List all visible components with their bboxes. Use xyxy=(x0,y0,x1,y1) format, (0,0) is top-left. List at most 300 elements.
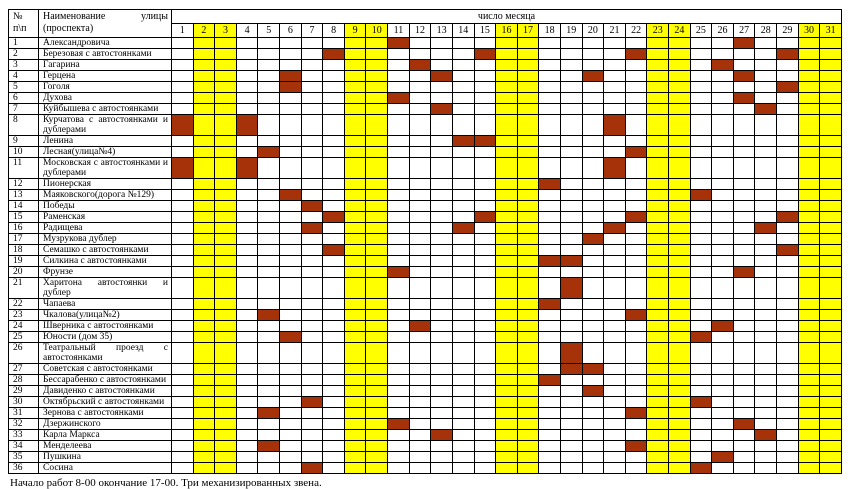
day-cell-r34-d16 xyxy=(496,441,518,452)
day-cell-r28-d12 xyxy=(409,375,431,386)
day-cell-r21-d12 xyxy=(409,278,431,299)
day-cell-r19-d12 xyxy=(409,256,431,267)
day-cell-r35-d5 xyxy=(258,452,280,463)
day-cell-r18-d27 xyxy=(733,245,755,256)
day-cell-r1-d13 xyxy=(431,38,453,49)
street-name-cell: Давиденко с автостоянками xyxy=(39,386,172,397)
day-cell-r25-d11 xyxy=(388,332,410,343)
day-cell-r32-d22 xyxy=(625,419,647,430)
day-cell-r13-d14 xyxy=(452,190,474,201)
day-cell-r5-d24 xyxy=(669,82,691,93)
day-cell-r2-d16 xyxy=(496,49,518,60)
day-cell-r7-d5 xyxy=(258,104,280,115)
day-cell-r21-d10 xyxy=(366,278,388,299)
day-cell-r24-d13 xyxy=(431,321,453,332)
day-cell-r12-d31 xyxy=(820,179,842,190)
day-cell-r26-d15 xyxy=(474,343,496,364)
day-cell-r33-d4 xyxy=(236,430,258,441)
day-cell-r6-d24 xyxy=(669,93,691,104)
day-cell-r1-d4 xyxy=(236,38,258,49)
cleaning-day-cell-r26-d19 xyxy=(560,343,582,364)
day-cell-r7-d20 xyxy=(582,104,604,115)
day-cell-r14-d3 xyxy=(215,201,237,212)
day-cell-r28-d15 xyxy=(474,375,496,386)
day-cell-r22-d8 xyxy=(323,299,345,310)
day-cell-r5-d14 xyxy=(452,82,474,93)
day-cell-r32-d3 xyxy=(215,419,237,430)
row-number-cell: 31 xyxy=(9,408,39,419)
day-cell-r7-d17 xyxy=(517,104,539,115)
day-cell-r14-d30 xyxy=(798,201,820,212)
day-cell-r27-d31 xyxy=(820,364,842,375)
day-header-29: 29 xyxy=(777,24,799,38)
day-cell-r23-d17 xyxy=(517,310,539,321)
row-number-cell: 22 xyxy=(9,299,39,310)
day-cell-r22-d22 xyxy=(625,299,647,310)
day-cell-r23-d28 xyxy=(755,310,777,321)
street-name-cell: Ленина xyxy=(39,136,172,147)
day-cell-r13-d18 xyxy=(539,190,561,201)
day-cell-r5-d25 xyxy=(690,82,712,93)
day-cell-r25-d27 xyxy=(733,332,755,343)
cleaning-day-cell-r15-d15 xyxy=(474,212,496,223)
day-cell-r10-d10 xyxy=(366,147,388,158)
day-cell-r34-d15 xyxy=(474,441,496,452)
day-cell-r28-d23 xyxy=(647,375,669,386)
day-cell-r4-d3 xyxy=(215,71,237,82)
day-cell-r26-d20 xyxy=(582,343,604,364)
day-cell-r10-d11 xyxy=(388,147,410,158)
day-cell-r21-d27 xyxy=(733,278,755,299)
day-cell-r17-d31 xyxy=(820,234,842,245)
day-cell-r4-d9 xyxy=(344,71,366,82)
day-cell-r24-d20 xyxy=(582,321,604,332)
day-cell-r25-d5 xyxy=(258,332,280,343)
day-cell-r12-d20 xyxy=(582,179,604,190)
day-cell-r33-d18 xyxy=(539,430,561,441)
day-cell-r36-d6 xyxy=(280,463,302,474)
day-cell-r17-d16 xyxy=(496,234,518,245)
day-cell-r9-d22 xyxy=(625,136,647,147)
day-cell-r23-d24 xyxy=(669,310,691,321)
day-cell-r15-d14 xyxy=(452,212,474,223)
day-cell-r35-d27 xyxy=(733,452,755,463)
day-cell-r10-d4 xyxy=(236,147,258,158)
day-cell-r21-d3 xyxy=(215,278,237,299)
day-cell-r17-d27 xyxy=(733,234,755,245)
day-cell-r11-d3 xyxy=(215,158,237,179)
schedule-document xyxy=(8,9,842,474)
day-cell-r6-d13 xyxy=(431,93,453,104)
day-cell-r23-d30 xyxy=(798,310,820,321)
day-cell-r34-d18 xyxy=(539,441,561,452)
day-cell-r22-d9 xyxy=(344,299,366,310)
day-cell-r19-d3 xyxy=(215,256,237,267)
day-cell-r15-d18 xyxy=(539,212,561,223)
day-cell-r32-d13 xyxy=(431,419,453,430)
day-cell-r8-d8 xyxy=(323,115,345,136)
cleaning-day-cell-r24-d26 xyxy=(712,321,734,332)
day-cell-r23-d12 xyxy=(409,310,431,321)
day-cell-r30-d8 xyxy=(323,397,345,408)
day-cell-r7-d15 xyxy=(474,104,496,115)
day-cell-r36-d11 xyxy=(388,463,410,474)
day-cell-r9-d21 xyxy=(604,136,626,147)
day-cell-r13-d8 xyxy=(323,190,345,201)
day-cell-r8-d26 xyxy=(712,115,734,136)
day-cell-r9-d26 xyxy=(712,136,734,147)
day-cell-r31-d15 xyxy=(474,408,496,419)
day-cell-r15-d25 xyxy=(690,212,712,223)
day-cell-r31-d24 xyxy=(669,408,691,419)
day-cell-r13-d1 xyxy=(172,190,194,201)
day-cell-r29-d25 xyxy=(690,386,712,397)
day-cell-r11-d6 xyxy=(280,158,302,179)
day-cell-r23-d29 xyxy=(777,310,799,321)
day-cell-r34-d26 xyxy=(712,441,734,452)
cleaning-day-cell-r34-d5 xyxy=(258,441,280,452)
cleaning-day-cell-r13-d25 xyxy=(690,190,712,201)
day-cell-r2-d31 xyxy=(820,49,842,60)
day-cell-r32-d18 xyxy=(539,419,561,430)
day-cell-r24-d3 xyxy=(215,321,237,332)
day-cell-r16-d12 xyxy=(409,223,431,234)
day-cell-r34-d19 xyxy=(560,441,582,452)
day-cell-r11-d24 xyxy=(669,158,691,179)
day-cell-r5-d19 xyxy=(560,82,582,93)
day-cell-r3-d25 xyxy=(690,60,712,71)
day-cell-r6-d30 xyxy=(798,93,820,104)
day-cell-r27-d15 xyxy=(474,364,496,375)
day-cell-r23-d20 xyxy=(582,310,604,321)
day-cell-r27-d24 xyxy=(669,364,691,375)
day-cell-r3-d23 xyxy=(647,60,669,71)
day-cell-r20-d6 xyxy=(280,267,302,278)
day-cell-r15-d7 xyxy=(301,212,323,223)
day-cell-r20-d31 xyxy=(820,267,842,278)
day-cell-r16-d23 xyxy=(647,223,669,234)
day-cell-r14-d8 xyxy=(323,201,345,212)
day-cell-r14-d26 xyxy=(712,201,734,212)
day-cell-r23-d15 xyxy=(474,310,496,321)
day-cell-r7-d8 xyxy=(323,104,345,115)
day-cell-r6-d6 xyxy=(280,93,302,104)
day-cell-r18-d23 xyxy=(647,245,669,256)
day-cell-r31-d27 xyxy=(733,408,755,419)
day-cell-r2-d12 xyxy=(409,49,431,60)
day-cell-r18-d20 xyxy=(582,245,604,256)
day-cell-r9-d9 xyxy=(344,136,366,147)
day-cell-r35-d21 xyxy=(604,452,626,463)
day-cell-r20-d24 xyxy=(669,267,691,278)
day-cell-r33-d15 xyxy=(474,430,496,441)
day-cell-r8-d30 xyxy=(798,115,820,136)
day-cell-r31-d10 xyxy=(366,408,388,419)
day-cell-r12-d5 xyxy=(258,179,280,190)
day-cell-r7-d6 xyxy=(280,104,302,115)
day-cell-r24-d9 xyxy=(344,321,366,332)
street-name-cell: Александровича xyxy=(39,38,172,49)
day-cell-r2-d26 xyxy=(712,49,734,60)
day-cell-r32-d28 xyxy=(755,419,777,430)
day-cell-r16-d5 xyxy=(258,223,280,234)
day-cell-r14-d5 xyxy=(258,201,280,212)
day-cell-r26-d11 xyxy=(388,343,410,364)
day-cell-r13-d11 xyxy=(388,190,410,201)
street-name-cell: Победы xyxy=(39,201,172,212)
day-cell-r14-d9 xyxy=(344,201,366,212)
day-cell-r35-d24 xyxy=(669,452,691,463)
day-cell-r1-d7 xyxy=(301,38,323,49)
day-cell-r11-d29 xyxy=(777,158,799,179)
day-cell-r12-d23 xyxy=(647,179,669,190)
day-cell-r29-d28 xyxy=(755,386,777,397)
day-cell-r3-d8 xyxy=(323,60,345,71)
day-cell-r2-d5 xyxy=(258,49,280,60)
day-header-8: 8 xyxy=(323,24,345,38)
day-cell-r15-d17 xyxy=(517,212,539,223)
day-cell-r19-d21 xyxy=(604,256,626,267)
cleaning-day-cell-r10-d22 xyxy=(625,147,647,158)
day-cell-r33-d24 xyxy=(669,430,691,441)
day-cell-r21-d25 xyxy=(690,278,712,299)
day-cell-r17-d29 xyxy=(777,234,799,245)
day-cell-r22-d17 xyxy=(517,299,539,310)
day-cell-r20-d29 xyxy=(777,267,799,278)
day-cell-r16-d22 xyxy=(625,223,647,234)
day-cell-r7-d31 xyxy=(820,104,842,115)
day-cell-r24-d25 xyxy=(690,321,712,332)
day-cell-r23-d4 xyxy=(236,310,258,321)
day-cell-r30-d11 xyxy=(388,397,410,408)
day-cell-r13-d16 xyxy=(496,190,518,201)
day-cell-r30-d28 xyxy=(755,397,777,408)
day-cell-r36-d4 xyxy=(236,463,258,474)
day-cell-r6-d1 xyxy=(172,93,194,104)
row-number-cell: 16 xyxy=(9,223,39,234)
day-cell-r10-d17 xyxy=(517,147,539,158)
row-number-cell: 27 xyxy=(9,364,39,375)
day-cell-r11-d17 xyxy=(517,158,539,179)
day-cell-r10-d29 xyxy=(777,147,799,158)
day-cell-r13-d19 xyxy=(560,190,582,201)
day-header-30: 30 xyxy=(798,24,820,38)
day-cell-r8-d5 xyxy=(258,115,280,136)
day-cell-r22-d19 xyxy=(560,299,582,310)
day-cell-r12-d30 xyxy=(798,179,820,190)
day-cell-r19-d23 xyxy=(647,256,669,267)
cleaning-day-cell-r18-d29 xyxy=(777,245,799,256)
day-cell-r31-d16 xyxy=(496,408,518,419)
day-cell-r11-d31 xyxy=(820,158,842,179)
day-cell-r21-d31 xyxy=(820,278,842,299)
day-cell-r19-d11 xyxy=(388,256,410,267)
day-cell-r16-d18 xyxy=(539,223,561,234)
day-cell-r2-d2 xyxy=(193,49,215,60)
day-cell-r36-d21 xyxy=(604,463,626,474)
day-cell-r13-d22 xyxy=(625,190,647,201)
day-cell-r18-d4 xyxy=(236,245,258,256)
day-header-25: 25 xyxy=(690,24,712,38)
row-number-cell: 1 xyxy=(9,38,39,49)
day-header-16: 16 xyxy=(496,24,518,38)
day-cell-r30-d23 xyxy=(647,397,669,408)
day-cell-r11-d9 xyxy=(344,158,366,179)
day-cell-r17-d25 xyxy=(690,234,712,245)
day-cell-r18-d12 xyxy=(409,245,431,256)
day-cell-r14-d23 xyxy=(647,201,669,212)
day-cell-r16-d30 xyxy=(798,223,820,234)
day-cell-r13-d30 xyxy=(798,190,820,201)
day-cell-r23-d2 xyxy=(193,310,215,321)
street-name-cell: Герцена xyxy=(39,71,172,82)
day-cell-r32-d7 xyxy=(301,419,323,430)
day-cell-r1-d25 xyxy=(690,38,712,49)
day-cell-r35-d25 xyxy=(690,452,712,463)
day-cell-r16-d26 xyxy=(712,223,734,234)
row-number-cell: 34 xyxy=(9,441,39,452)
street-row-18 xyxy=(9,245,842,256)
day-cell-r31-d4 xyxy=(236,408,258,419)
day-cell-r9-d5 xyxy=(258,136,280,147)
day-header-10: 10 xyxy=(366,24,388,38)
day-cell-r9-d28 xyxy=(755,136,777,147)
day-cell-r2-d18 xyxy=(539,49,561,60)
day-cell-r12-d9 xyxy=(344,179,366,190)
day-header-1: 1 xyxy=(172,24,194,38)
day-cell-r23-d16 xyxy=(496,310,518,321)
day-cell-r5-d21 xyxy=(604,82,626,93)
cleaning-day-cell-r4-d20 xyxy=(582,71,604,82)
day-cell-r24-d10 xyxy=(366,321,388,332)
day-cell-r28-d1 xyxy=(172,375,194,386)
day-cell-r18-d9 xyxy=(344,245,366,256)
day-cell-r11-d13 xyxy=(431,158,453,179)
day-cell-r23-d9 xyxy=(344,310,366,321)
day-cell-r4-d24 xyxy=(669,71,691,82)
day-cell-r6-d8 xyxy=(323,93,345,104)
day-header-17: 17 xyxy=(517,24,539,38)
day-cell-r36-d10 xyxy=(366,463,388,474)
day-cell-r11-d22 xyxy=(625,158,647,179)
day-cell-r12-d22 xyxy=(625,179,647,190)
day-cell-r15-d23 xyxy=(647,212,669,223)
day-cell-r29-d16 xyxy=(496,386,518,397)
day-cell-r11-d27 xyxy=(733,158,755,179)
day-cell-r31-d28 xyxy=(755,408,777,419)
day-cell-r25-d24 xyxy=(669,332,691,343)
day-header-12: 12 xyxy=(409,24,431,38)
day-cell-r3-d1 xyxy=(172,60,194,71)
day-cell-r11-d19 xyxy=(560,158,582,179)
day-cell-r14-d31 xyxy=(820,201,842,212)
street-name-cell: Карла Маркса xyxy=(39,430,172,441)
street-row-36 xyxy=(9,463,842,474)
day-cell-r33-d17 xyxy=(517,430,539,441)
day-cell-r17-d22 xyxy=(625,234,647,245)
day-cell-r26-d24 xyxy=(669,343,691,364)
day-cell-r32-d26 xyxy=(712,419,734,430)
day-cell-r28-d28 xyxy=(755,375,777,386)
day-cell-r19-d1 xyxy=(172,256,194,267)
day-cell-r1-d20 xyxy=(582,38,604,49)
day-cell-r33-d22 xyxy=(625,430,647,441)
day-cell-r29-d22 xyxy=(625,386,647,397)
day-cell-r2-d25 xyxy=(690,49,712,60)
day-cell-r21-d15 xyxy=(474,278,496,299)
day-cell-r36-d22 xyxy=(625,463,647,474)
day-cell-r13-d29 xyxy=(777,190,799,201)
day-cell-r4-d29 xyxy=(777,71,799,82)
day-cell-r27-d12 xyxy=(409,364,431,375)
day-cell-r36-d1 xyxy=(172,463,194,474)
day-cell-r28-d31 xyxy=(820,375,842,386)
day-cell-r28-d16 xyxy=(496,375,518,386)
day-cell-r22-d7 xyxy=(301,299,323,310)
day-cell-r27-d27 xyxy=(733,364,755,375)
cleaning-day-cell-r30-d7 xyxy=(301,397,323,408)
day-cell-r3-d9 xyxy=(344,60,366,71)
cleaning-day-cell-r1-d27 xyxy=(733,38,755,49)
day-cell-r30-d6 xyxy=(280,397,302,408)
day-cell-r25-d23 xyxy=(647,332,669,343)
day-cell-r6-d9 xyxy=(344,93,366,104)
row-number-cell: 5 xyxy=(9,82,39,93)
day-cell-r18-d16 xyxy=(496,245,518,256)
day-cell-r8-d6 xyxy=(280,115,302,136)
day-cell-r36-d5 xyxy=(258,463,280,474)
day-cell-r18-d24 xyxy=(669,245,691,256)
day-cell-r23-d19 xyxy=(560,310,582,321)
day-cell-r20-d21 xyxy=(604,267,626,278)
day-cell-r20-d9 xyxy=(344,267,366,278)
day-cell-r32-d31 xyxy=(820,419,842,430)
day-cell-r20-d1 xyxy=(172,267,194,278)
day-cell-r36-d3 xyxy=(215,463,237,474)
day-cell-r17-d15 xyxy=(474,234,496,245)
street-row-14 xyxy=(9,201,842,212)
cleaning-day-cell-r20-d27 xyxy=(733,267,755,278)
day-header-2: 2 xyxy=(193,24,215,38)
street-row-25 xyxy=(9,332,842,343)
day-cell-r4-d21 xyxy=(604,71,626,82)
cleaning-day-cell-r14-d7 xyxy=(301,201,323,212)
day-cell-r7-d10 xyxy=(366,104,388,115)
day-cell-r22-d20 xyxy=(582,299,604,310)
day-cell-r7-d7 xyxy=(301,104,323,115)
day-cell-r7-d26 xyxy=(712,104,734,115)
day-cell-r30-d18 xyxy=(539,397,561,408)
day-cell-r30-d15 xyxy=(474,397,496,408)
street-row-20 xyxy=(9,267,842,278)
day-cell-r15-d16 xyxy=(496,212,518,223)
day-cell-r20-d8 xyxy=(323,267,345,278)
street-row-23 xyxy=(9,310,842,321)
day-cell-r8-d3 xyxy=(215,115,237,136)
day-cell-r8-d9 xyxy=(344,115,366,136)
day-cell-r20-d20 xyxy=(582,267,604,278)
col-header-num xyxy=(9,10,39,38)
day-cell-r27-d21 xyxy=(604,364,626,375)
day-cell-r5-d23 xyxy=(647,82,669,93)
day-cell-r5-d18 xyxy=(539,82,561,93)
cleaning-day-cell-r9-d15 xyxy=(474,136,496,147)
day-cell-r27-d8 xyxy=(323,364,345,375)
day-cell-r2-d21 xyxy=(604,49,626,60)
day-cell-r2-d14 xyxy=(452,49,474,60)
day-cell-r3-d11 xyxy=(388,60,410,71)
cleaning-day-cell-r33-d13 xyxy=(431,430,453,441)
